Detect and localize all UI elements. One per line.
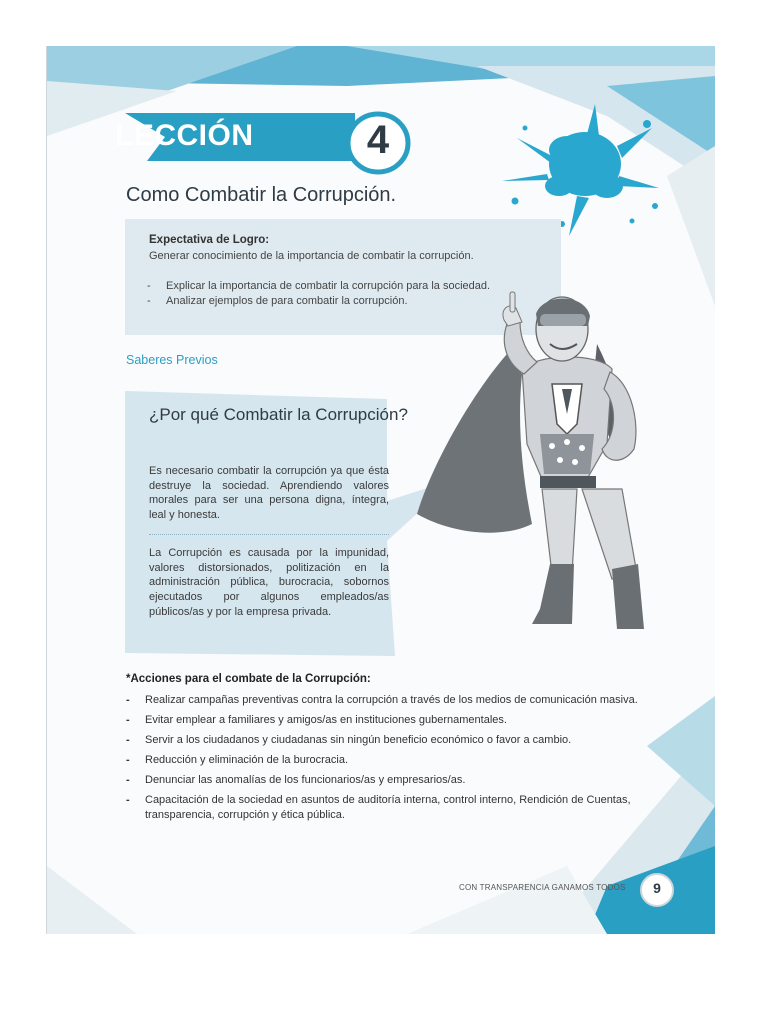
acciones-heading: *Acciones para el combate de la Corrupción: <box>126 673 371 685</box>
expectativa-heading: Expectativa de Logro: <box>149 234 270 246</box>
page-number: 9 <box>653 880 661 896</box>
por-que-paragraph-2: La Corrupción es causada por la impunidad, valores distorsionados, politización en la administración pública, burocracia, sobornos ejecutados por algunos empleados/as públicos/as y por la empresa privada. <box>149 547 389 618</box>
page-title: Como Combatir la Corrupción. <box>126 184 397 206</box>
expectativa-text: Generar conocimiento de la importancia de combatir la corrupción. <box>149 250 474 262</box>
superhero-illustration <box>412 274 682 634</box>
saberes-previos-heading: Saberes Previos <box>126 353 218 367</box>
lesson-number: 4 <box>366 118 390 162</box>
expectativa-item: - Explicar la importancia de combatir la corrupción para la sociedad. <box>143 280 490 292</box>
accion-item: - Servir a los ciudadanos y ciudadanas sin ningún beneficio económico o favor a cambio. <box>123 733 663 748</box>
accion-item: - Capacitación de la sociedad en asuntos de auditoría interna, control interno, Rendición de Cuentas, transparencia, corrupción y ética pública. <box>123 793 663 822</box>
lesson-label: LECCIÓN <box>115 119 254 152</box>
accion-item: - Realizar campañas preventivas contra la corrupción a través de los medios de comunicación masiva. <box>123 693 663 708</box>
paragraph-divider <box>149 534 389 535</box>
acciones-list <box>123 693 663 828</box>
footer-slogan: CON TRANSPARENCIA GANAMOS TODOS <box>459 883 626 892</box>
por-que-paragraph-1: Es necesario combatir la corrupción ya que ésta destruye la sociedad. Aprendiendo valores morales para ser una persona digna, íntegra, leal y honesta. <box>149 465 389 522</box>
accion-item: - Evitar emplear a familiares y amigos/as en instituciones gubernamentales. <box>123 713 663 728</box>
accion-item: - Denunciar las anomalías de los funcionarios/as y empresarios/as. <box>123 773 663 788</box>
por-que-title: ¿Por qué Combatir la Corrupción? <box>149 405 408 424</box>
accion-item: - Reducción y eliminación de la burocracia. <box>123 753 663 768</box>
expectativa-item: - Analizar ejemplos de para combatir la corrupción. <box>143 295 490 307</box>
document-page <box>46 46 715 934</box>
